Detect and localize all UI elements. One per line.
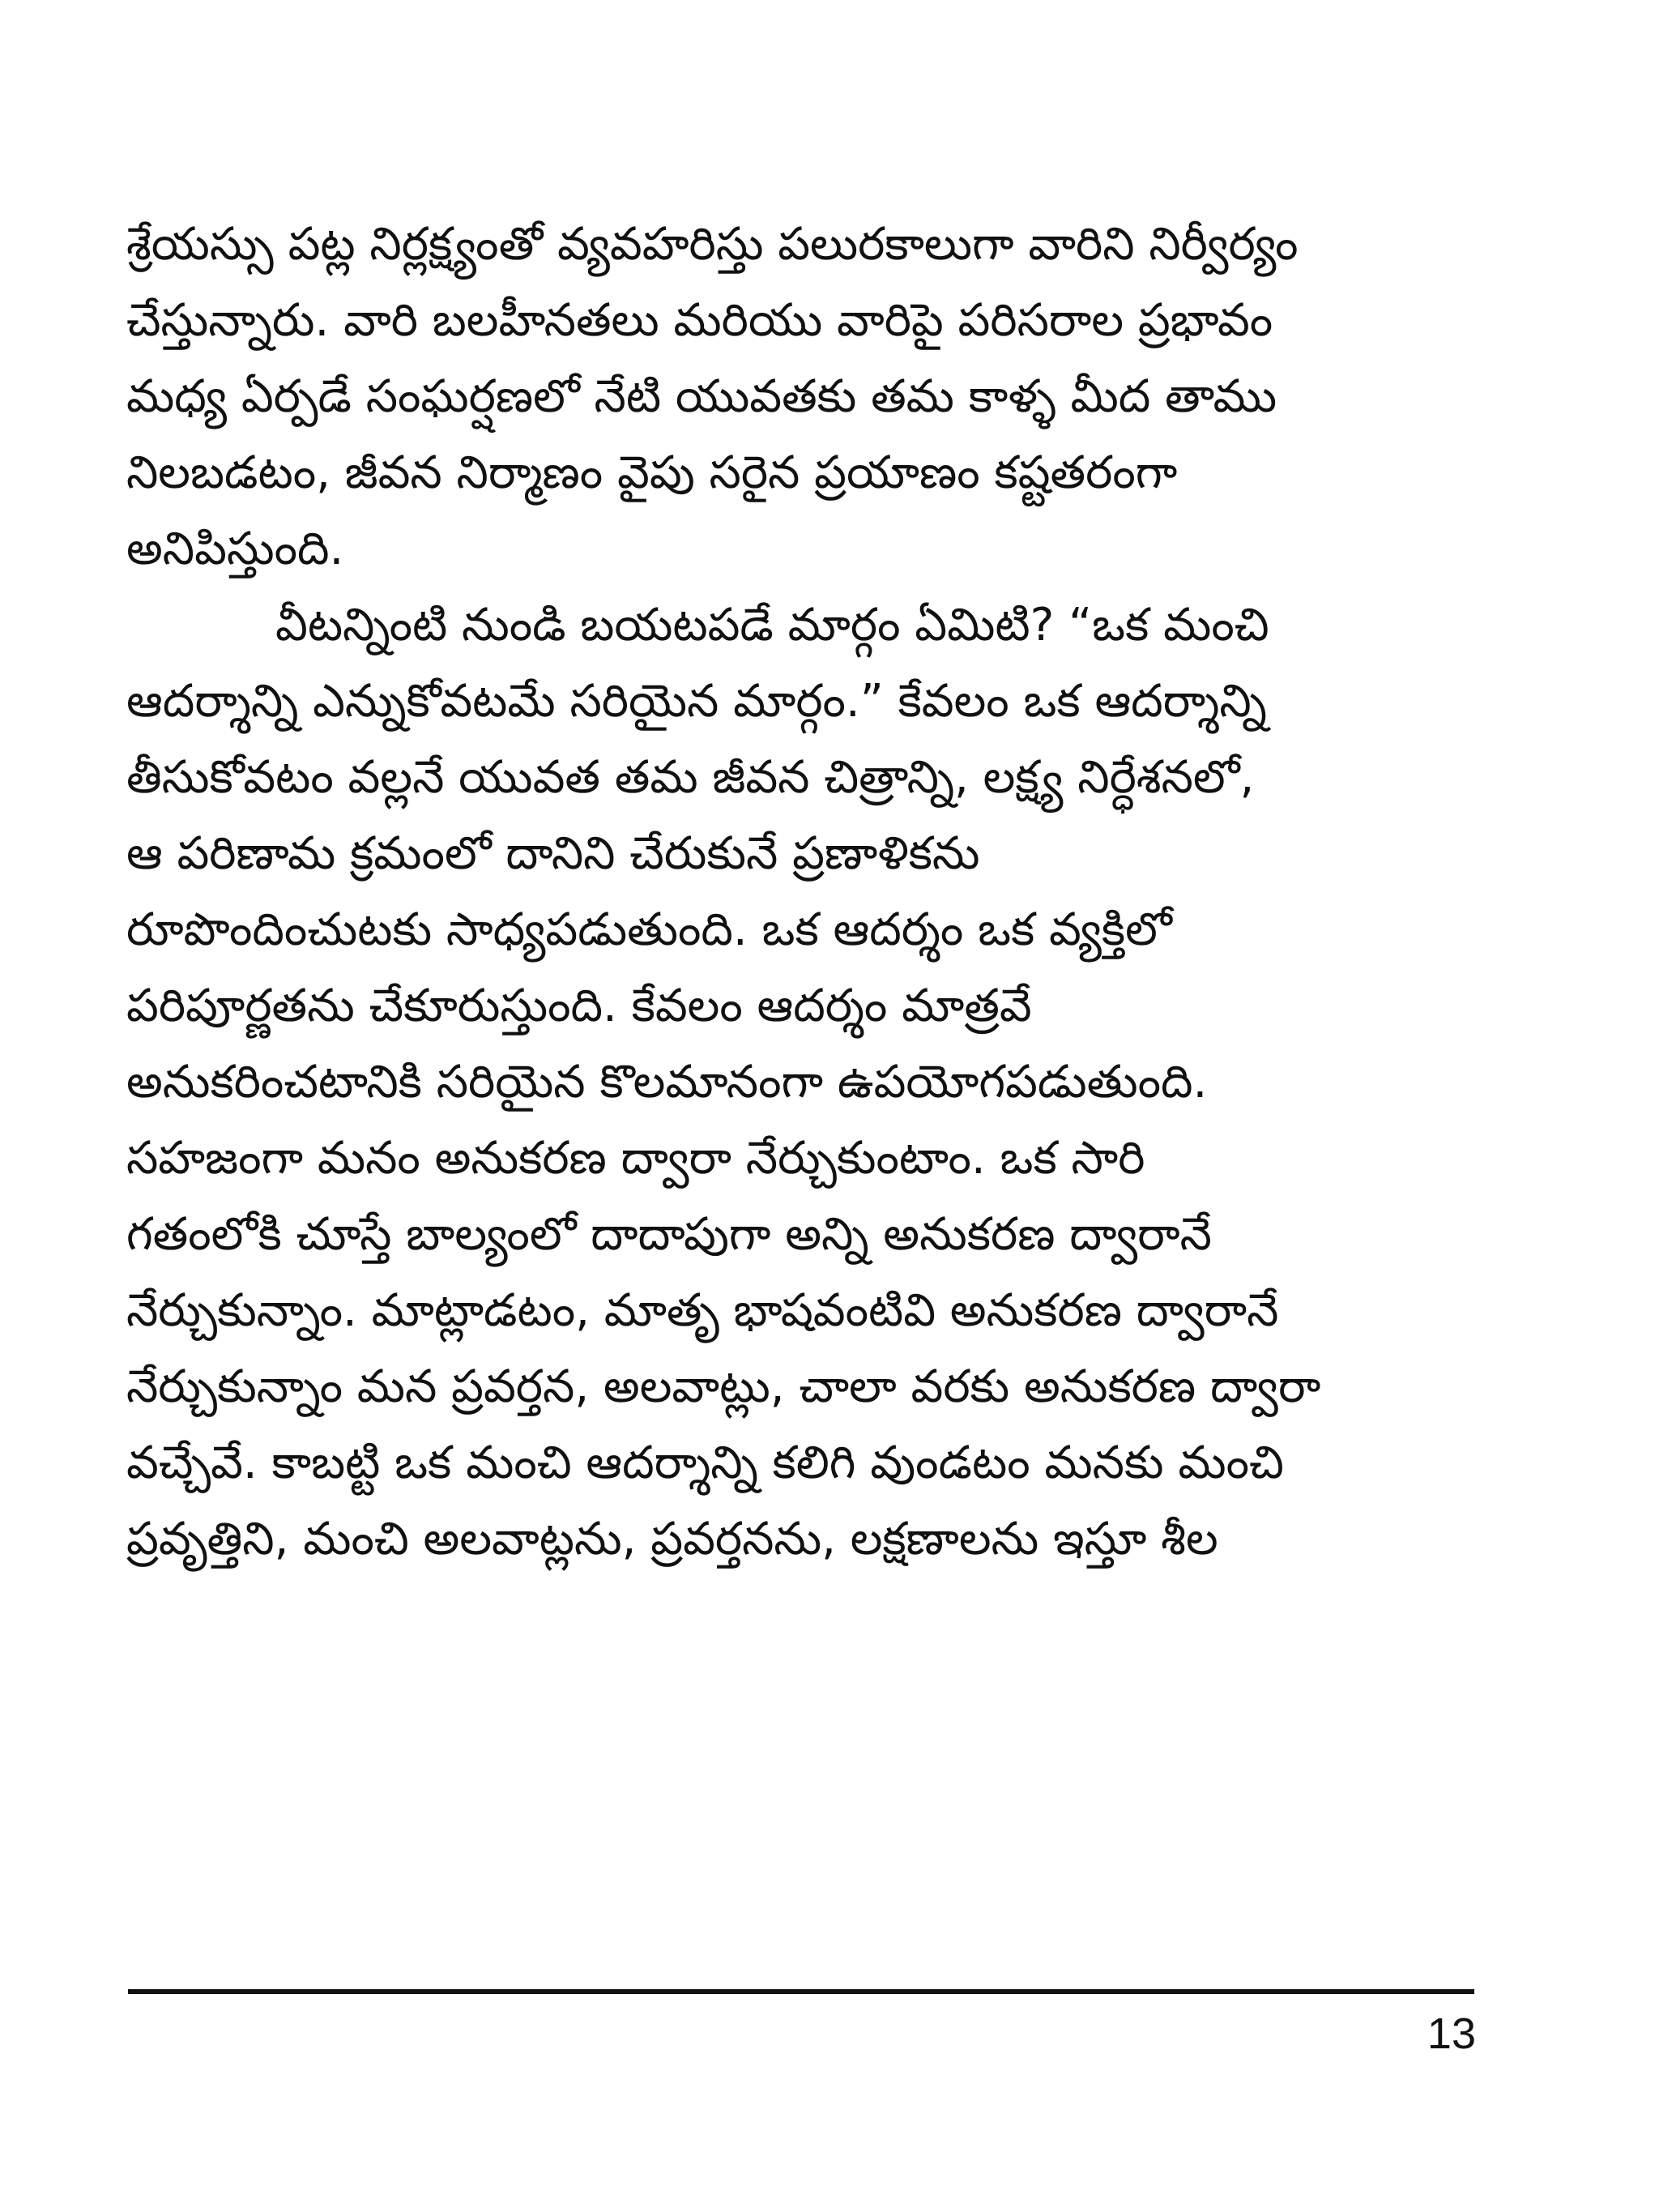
text-line: ఆ పరిణామ క్రమంలో దానిని చేరుకునే ప్రణాళికను: [126, 827, 980, 880]
text-line: చేస్తున్నారు. వారి బలహీనతలు మరియు వారిపై పరిసరాల ప్రభావం: [126, 294, 1273, 347]
text-line: వీటన్నింటి నుండి బయటపడే మార్గం ఏమిటి? “ఒక మంచి: [275, 599, 1269, 651]
text-line: మధ్య ఏర్పడే సంఘర్షణలో నేటి యువతకు తమ కాళ్ళ మీద తాము: [126, 370, 1277, 423]
text-line: నేర్చుకున్నాం. మాట్లాడటం, మాతృ భాషవంటివి అనుకరణ ద్వారానే: [126, 1284, 1279, 1337]
text-line: నేర్చుకున్నాం మన ప్రవర్తన, అలవాట్లు, చాలా వరకు అనుకరణ ద్వారా: [126, 1360, 1321, 1413]
text-line: శ్రేయస్సు పట్ల నిర్లక్ష్యంతో వ్యవహరిస్తు పలురకాలుగా వారిని నిర్వీర్యం: [126, 218, 1299, 271]
text-line: ఆదర్శాన్ని ఎన్నుకోవటమే సరియైన మార్గం.” కేవలం ఒక ఆదర్శాన్ని: [126, 675, 1267, 728]
text-line: అనుకరించటానికి సరియైన కొలమానంగా ఉపయోగపడుతుంది.: [126, 1056, 1208, 1108]
text-line: పరిపూర్ణతను చేకూరుస్తుంది. కేవలం ఆదర్శం మాత్రవే: [126, 980, 1032, 1032]
text-line: సహజంగా మనం అనుకరణ ద్వారా నేర్చుకుంటాం. ఒక సారి: [126, 1132, 1145, 1185]
text-line: అనిపిస్తుంది.: [126, 523, 344, 575]
page-number: 13: [1427, 2009, 1476, 2058]
body-text: [126, 207, 1476, 1578]
text-line: గతంలోకి చూస్తే బాల్యంలో దాదాపుగా అన్ని అనుకరణ ద్వారానే: [126, 1208, 1212, 1261]
footer-rule: [128, 1989, 1474, 1994]
text-line: రూపొందించుటకు సాధ్యపడుతుంది. ఒక ఆదర్శం ఒక వ్యక్తిలో: [126, 903, 1172, 956]
text-line: వచ్చేవే. కాబట్టి ఒక మంచి ఆదర్శాన్ని కలిగి వుండటం మనకు మంచి: [126, 1437, 1284, 1489]
text-line: తీసుకోవటం వల్లనే యువత తమ జీవన చిత్రాన్ని, లక్ష్య నిర్ధేశనలో,: [126, 751, 1255, 804]
text-line: నిలబడటం, జీవన నిర్మాణం వైపు సరైన ప్రయాణం కష్టతరంగా: [126, 446, 1178, 499]
text-line: ప్రవృత్తిని, మంచి అలవాట్లను, ప్రవర్తనను, లక్షణాలను ఇస్తూ శీల: [126, 1513, 1218, 1565]
